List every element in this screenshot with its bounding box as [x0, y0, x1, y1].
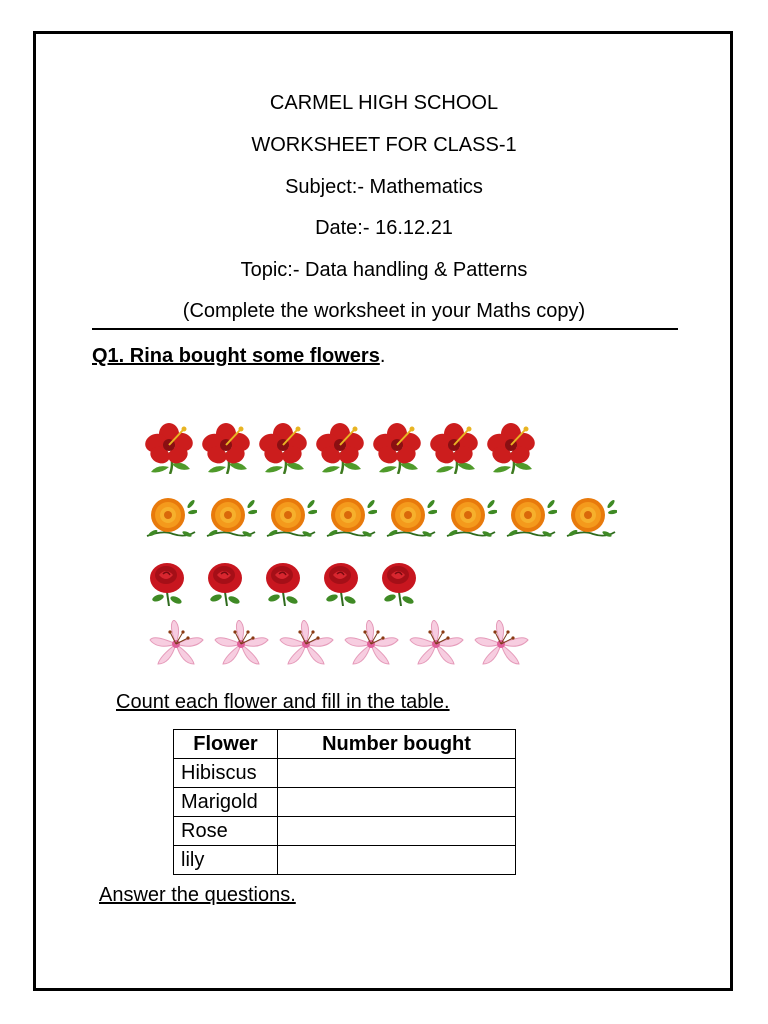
question-1: [92, 343, 385, 369]
lily-icon: [408, 620, 465, 668]
hibiscus-icon: [371, 422, 424, 474]
marigold-icon: [503, 490, 557, 542]
flower-count-table: [173, 729, 516, 875]
marigold-icon: [443, 490, 497, 542]
school-name: CARMEL HIGH SCHOOL: [269, 92, 499, 114]
lily-icon: [148, 620, 205, 668]
date-line: Date:- 16.12.21: [315, 217, 453, 239]
marigold-icon: [383, 490, 437, 542]
flower-name-cell: Hibiscus: [174, 759, 278, 788]
table-row: [174, 846, 516, 875]
rose-icon: [378, 558, 420, 606]
instruction-note: (Complete the worksheet in your Maths copy): [182, 300, 586, 322]
rose-icon: [262, 558, 304, 606]
number-bought-cell[interactable]: [278, 788, 516, 817]
table-row: [174, 788, 516, 817]
subject-line: Subject:- Mathematics: [285, 176, 483, 198]
topic-line: Topic:- Data handling & Patterns: [240, 259, 528, 281]
count-instruction: Count each flower and fill in the table.: [116, 691, 450, 713]
table-row: [174, 759, 516, 788]
flower-name-cell: Marigold: [174, 788, 278, 817]
table-row: [174, 817, 516, 846]
marigold-icon: [203, 490, 257, 542]
lily-row: [148, 620, 530, 668]
marigold-icon: [563, 490, 617, 542]
hibiscus-icon: [314, 422, 367, 474]
question-1-punct: .: [379, 345, 386, 367]
marigold-row: [143, 490, 617, 542]
table-header-row: [174, 730, 516, 759]
marigold-icon: [143, 490, 197, 542]
lily-icon: [278, 620, 335, 668]
marigold-icon: [323, 490, 377, 542]
lily-icon: [473, 620, 530, 668]
hibiscus-row: [143, 422, 538, 474]
lily-icon: [343, 620, 400, 668]
hibiscus-icon: [428, 422, 481, 474]
hibiscus-icon: [143, 422, 196, 474]
hibiscus-icon: [485, 422, 538, 474]
rose-icon: [320, 558, 362, 606]
number-bought-cell[interactable]: [278, 759, 516, 788]
flower-name-cell: lily: [174, 846, 278, 875]
hibiscus-icon: [257, 422, 310, 474]
number-bought-cell[interactable]: [278, 846, 516, 875]
lily-icon: [213, 620, 270, 668]
hibiscus-icon: [200, 422, 253, 474]
answer-instruction: Answer the questions.: [99, 884, 296, 906]
header-divider: [92, 328, 678, 330]
column-header-number: Number bought: [278, 730, 516, 759]
number-bought-cell[interactable]: [278, 817, 516, 846]
rose-icon: [146, 558, 188, 606]
marigold-icon: [263, 490, 317, 542]
rose-row: [146, 558, 420, 606]
worksheet-title: WORKSHEET FOR CLASS-1: [251, 134, 517, 156]
column-header-flower: Flower: [174, 730, 278, 759]
question-1-title: Q1. Rina bought some flowers: [92, 345, 380, 367]
flower-name-cell: Rose: [174, 817, 278, 846]
rose-icon: [204, 558, 246, 606]
